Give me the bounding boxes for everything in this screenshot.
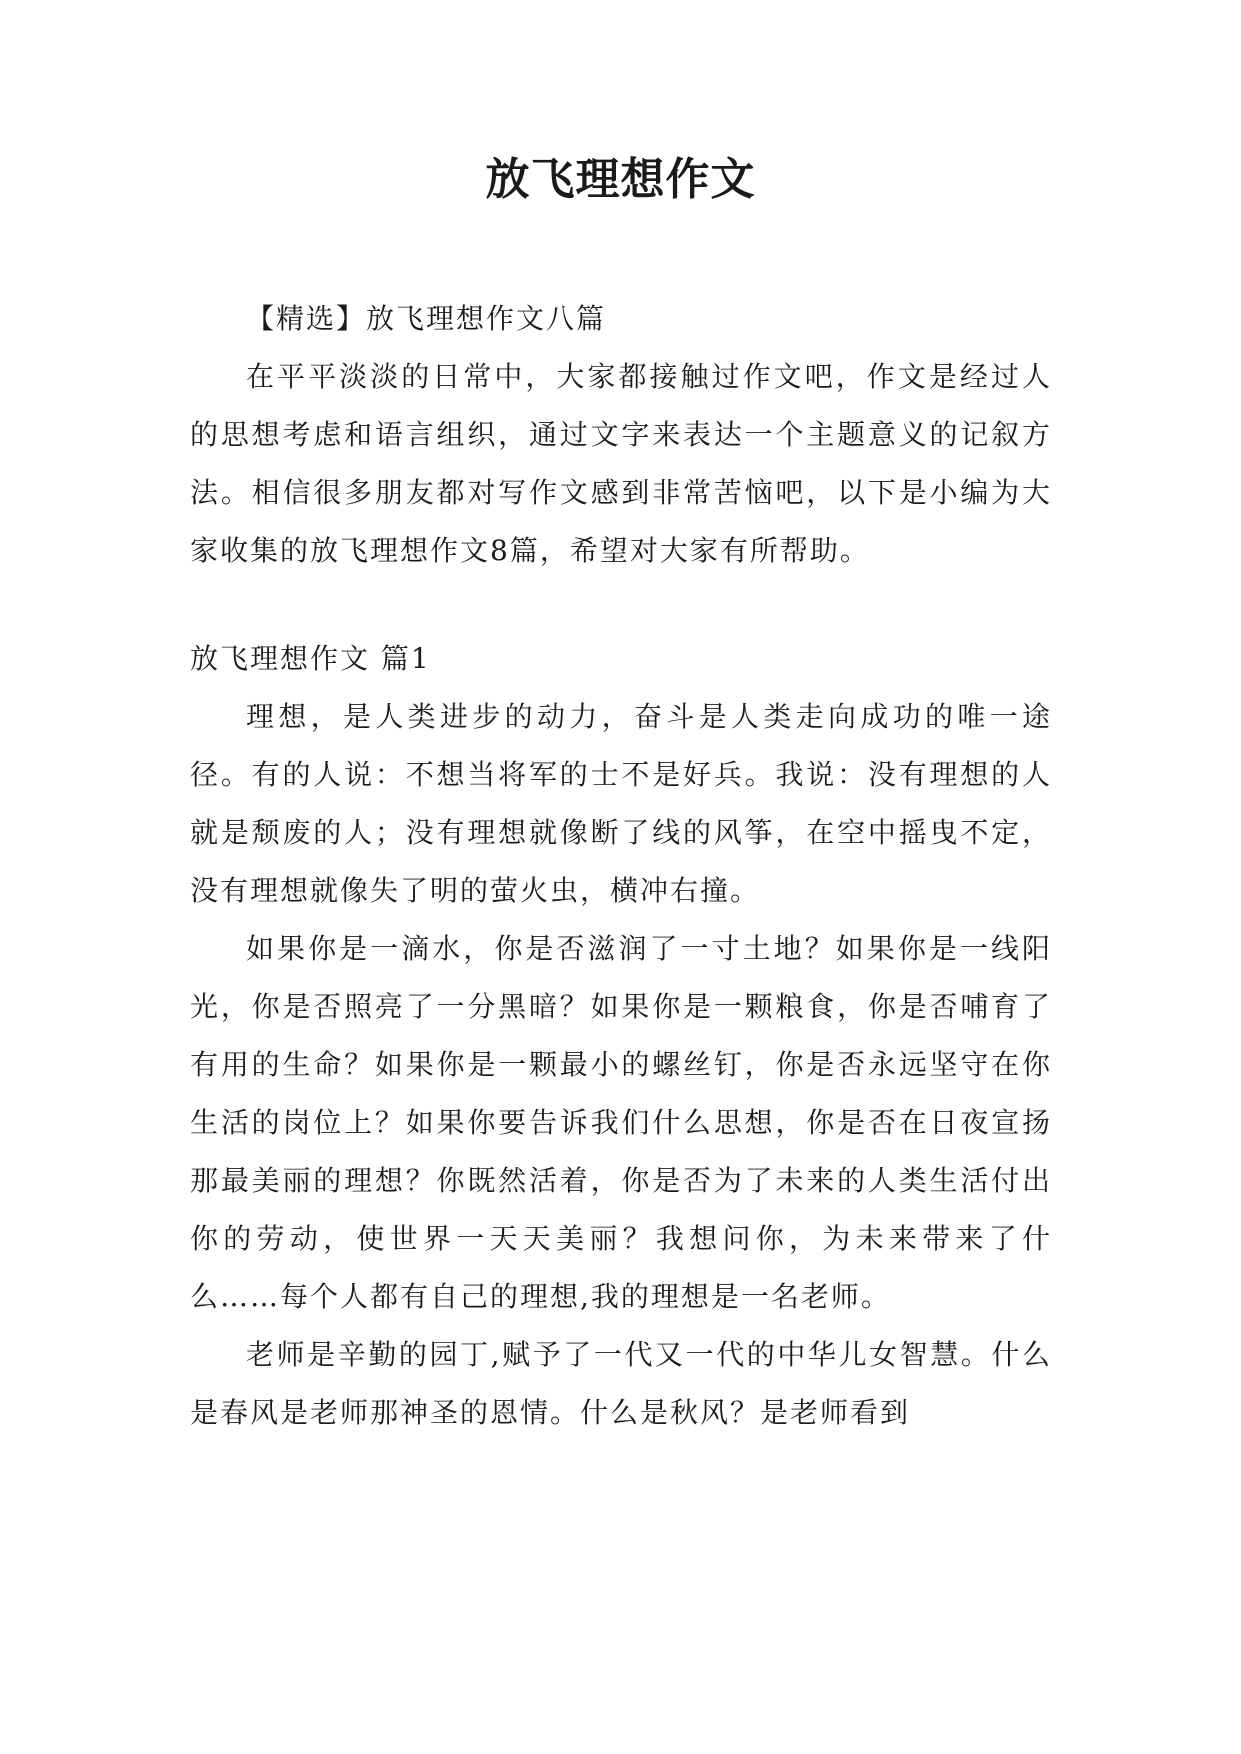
document-body bbox=[190, 290, 1052, 1442]
section-heading: 放飞理想作文 篇1 bbox=[190, 642, 431, 675]
body-paragraph: 如果你是一滴水，你是否滋润了一寸土地？如果你是一线阳光，你是否照亮了一分黑暗？如果你是一颗粮食，你是否哺育了有用的生命？如果你是一颗最小的螺丝钉，你是否永远坚守在你生活的岗位上？如果你要告诉我们什么思想，你是否在日夜宣扬那最美丽的理想？你既然活着，你是否为了未来的人类生活付出你的劳动，使世界一天天美丽？我想问你，为未来带来了什么……每个人都有自己的理想,我的理想是一名老师。 bbox=[190, 932, 1052, 1313]
body-paragraph: 老师是辛勤的园丁,赋予了一代又一代的中华儿女智慧。什么是春风是老师那神圣的恩情。什么是秋风？是老师看到 bbox=[190, 1338, 1052, 1429]
intro-paragraph: 在平平淡淡的日常中，大家都接触过作文吧，作文是经过人的思想考虑和语言组织，通过文字来表达一个主题意义的记叙方法。相信很多朋友都对写作文感到非常苦恼吧，以下是小编为大家收集的放飞理想作文8篇，希望对大家有所帮助。 bbox=[190, 360, 1052, 567]
document-subtitle: 【精选】放飞理想作文八篇 bbox=[246, 302, 607, 335]
document-title: 放飞理想作文 bbox=[485, 154, 756, 205]
body-paragraph: 理想，是人类进步的动力，奋斗是人类走向成功的唯一途径。有的人说：不想当将军的士不是好兵。我说：没有理想的人就是颓废的人；没有理想就像断了线的风筝，在空中摇曳不定，没有理想就像失了明的萤火虫，横冲右撞。 bbox=[190, 700, 1052, 907]
